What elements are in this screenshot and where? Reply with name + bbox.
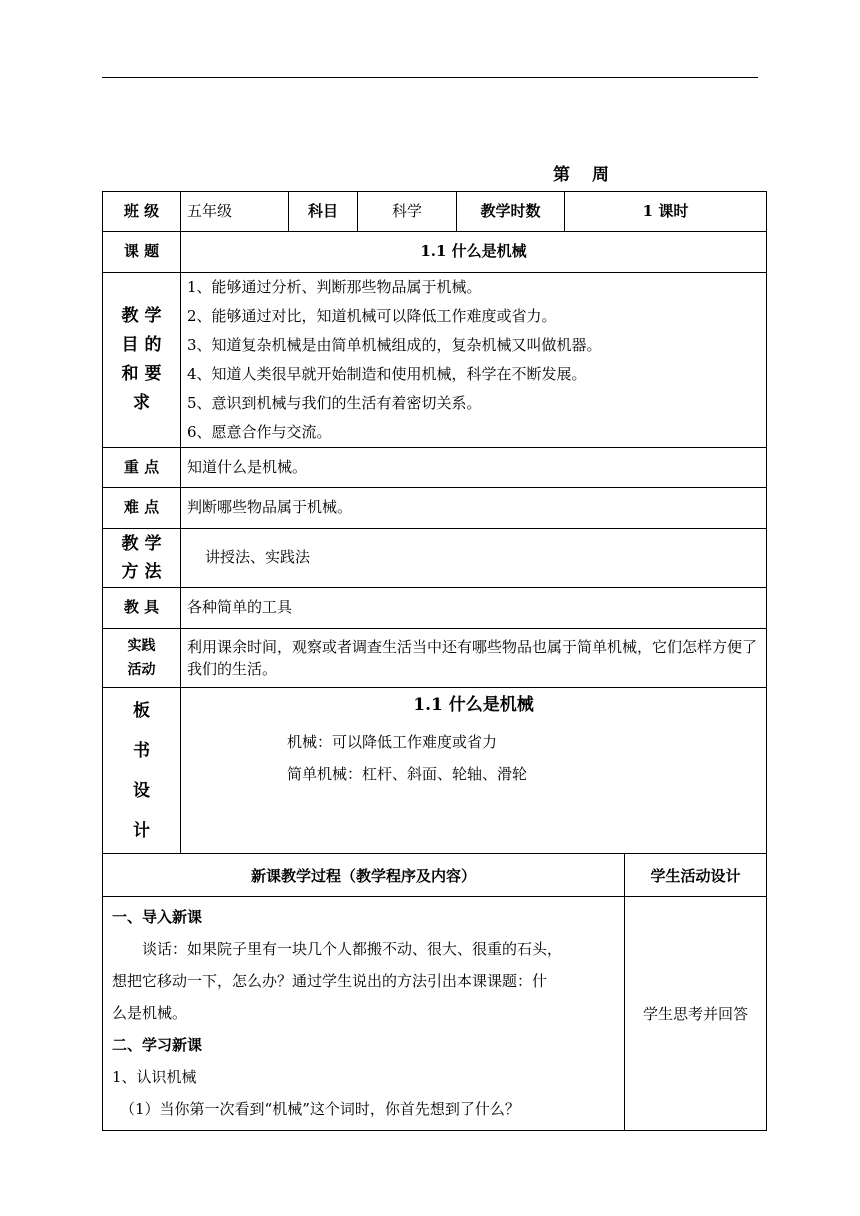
objective-item: 3、知道复杂机械是由简单机械组成的，复杂机械又叫做机器。: [187, 336, 602, 354]
section-heading: 二、学习新课: [112, 1036, 203, 1054]
board-line: 机械：可以降低工作难度或省力: [287, 733, 498, 752]
objectives-label: 教 学 目 的 和 要 求: [103, 273, 181, 448]
week-char-a: 第: [553, 165, 570, 185]
process-line: 想把它移动一下，怎么办？通过学生说出的方法引出本课课题：什: [112, 972, 548, 990]
tools-label: 教 具: [103, 588, 181, 629]
tools-row: [103, 588, 767, 629]
hours-label: 教学时数: [457, 192, 565, 232]
board-title: 1.1 什么是机械: [413, 695, 534, 715]
method-value: 讲授法、实践法: [181, 529, 767, 588]
process-line: （1）当你第一次看到“机械”这个词时，你首先想到了什么？: [120, 1100, 520, 1118]
board-label: 板 书 设 计: [103, 688, 181, 854]
method-row: [103, 529, 767, 588]
practice-row: [103, 629, 767, 688]
key-point-value: 知道什么是机械。: [181, 448, 767, 488]
objective-item: 5、意识到机械与我们的生活有着密切关系。: [187, 394, 482, 412]
key-point-row: [103, 448, 767, 488]
objectives-row: [103, 273, 767, 448]
process-line: 1、认识机械: [112, 1068, 197, 1086]
section-heading: 一、导入新课: [112, 908, 203, 926]
process-header-side: 学生活动设计: [625, 854, 767, 897]
topic-value: 1.1 什么是机械: [181, 232, 767, 273]
process-header-row: [103, 854, 767, 897]
process-header-main: 新课教学过程（教学程序及内容）: [103, 854, 625, 897]
board-line: 简单机械：杠杆、斜面、轮轴、滑轮: [287, 765, 528, 784]
process-line: 谈话：如果院子里有一块几个人都搬不动、很大、很重的石头，: [142, 940, 563, 958]
practice-value: 利用课余时间，观察或者调查生活当中还有哪些物品也属于简单机械，它们怎样方便了我们的生活。: [181, 629, 767, 688]
tools-value: 各种简单的工具: [181, 588, 767, 629]
info-row: [103, 192, 767, 232]
subject-value: 科学: [358, 192, 457, 232]
week-label: [553, 160, 609, 185]
difficulty-row: [103, 488, 767, 529]
objective-item: 6、愿意合作与交流。: [187, 423, 332, 441]
board-content: [181, 688, 767, 854]
key-point-label: 重 点: [103, 448, 181, 488]
practice-label: 实践 活动: [103, 629, 181, 688]
week-char-b: 周: [592, 165, 609, 185]
topic-label: 课 题: [103, 232, 181, 273]
board-row: [103, 688, 767, 854]
objective-item: 1、能够通过分析、判断那些物品属于机械。: [187, 278, 482, 296]
method-label: 教 学 方 法: [103, 529, 181, 588]
header-rule: [102, 77, 758, 78]
student-activity: 学生思考并回答: [625, 897, 767, 1131]
difficulty-value: 判断哪些物品属于机械。: [181, 488, 767, 529]
process-table: [102, 853, 767, 1131]
objective-item: 4、知道人类很早就开始制造和使用机械，科学在不断发展。: [187, 365, 587, 383]
topic-row: [103, 232, 767, 273]
class-value: 五年级: [181, 192, 289, 232]
process-body-row: [103, 897, 767, 1131]
class-label: 班 级: [103, 192, 181, 232]
difficulty-label: 难 点: [103, 488, 181, 529]
lesson-plan-table: [102, 191, 767, 854]
objectives-list: [181, 273, 767, 448]
process-line: 么是机械。: [112, 1004, 188, 1022]
subject-label: 科目: [289, 192, 358, 232]
objective-item: 2、能够通过对比，知道机械可以降低工作难度或省力。: [187, 307, 557, 325]
hours-value: 1 课时: [565, 192, 767, 232]
process-content: [103, 897, 625, 1131]
